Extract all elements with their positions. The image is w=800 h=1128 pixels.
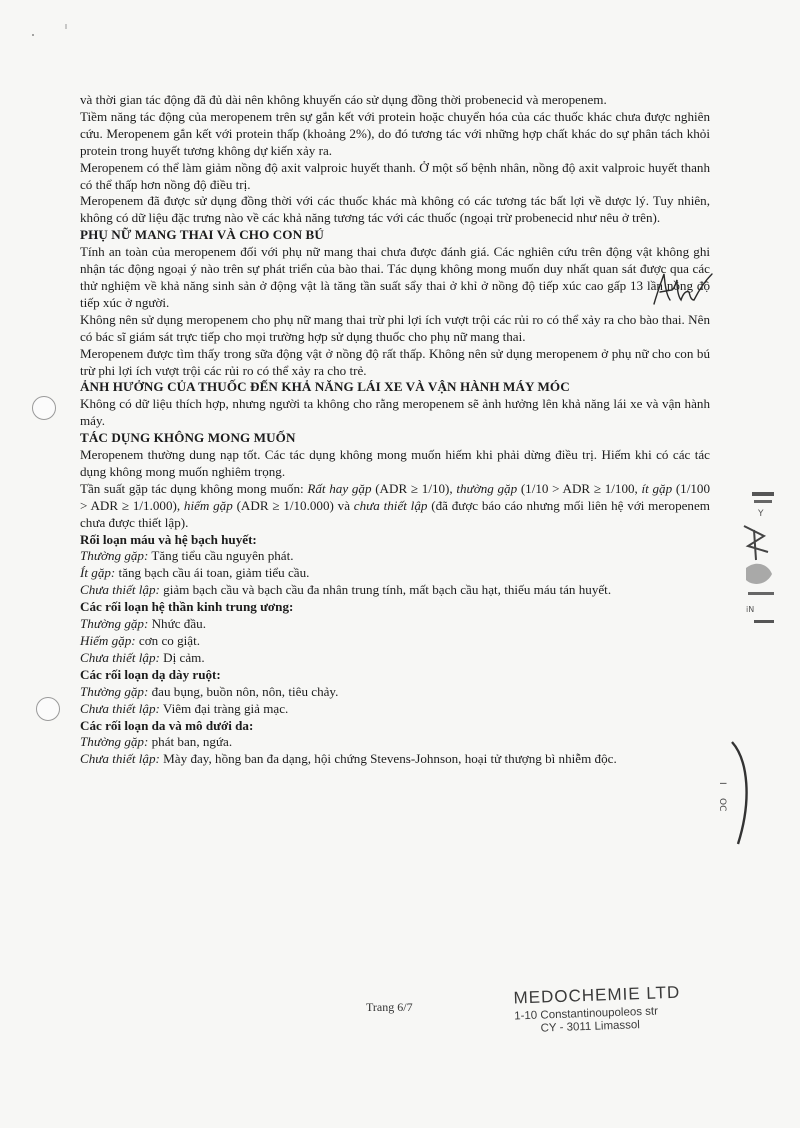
frequency-label: Thường gặp: <box>80 616 149 632</box>
frequency-text: đau bụng, buồn nôn, nôn, tiêu chảy. <box>148 683 339 699</box>
section-heading: PHỤ NỮ MANG THAI VÀ CHO CON BÚ <box>80 227 324 243</box>
paragraph: Meropenem được tìm thấy trong sữa động vật ở nồng độ rất thấp. Không nên sử dụng meropenem ở phụ nữ cho con bú trừ phi lợi ích vượt trội các rủi ro có thể xảy ra cho trẻ. <box>80 345 710 378</box>
frequency-entry <box>80 616 710 633</box>
frequency-label: Hiếm gặp: <box>80 633 136 648</box>
frequency-label: Chưa thiết lập: <box>80 582 160 598</box>
frequency-label: Ít gặp: <box>80 565 116 581</box>
scan-mark-top <box>30 20 80 40</box>
frequency-text: Tăng tiểu cầu nguyên phát. <box>148 548 294 564</box>
subsection-heading: Các rối loạn dạ dày ruột: <box>80 666 221 682</box>
paragraph: Không có dữ liệu thích hợp, nhưng người ta không cho rằng meropenem sẽ ảnh hưởng lên khả năng lái xe và vận hành máy. <box>80 396 710 429</box>
page-number: Trang 6/7 <box>366 1000 413 1014</box>
frequency-label: Chưa thiết lập: <box>80 751 160 767</box>
paragraph-segment: (ADR ≥ 1/10.000) và <box>232 497 354 513</box>
paragraph-segment: (1/100 > ADR ≥ 1/1.000), <box>80 480 711 513</box>
frequency-text: cơn co giật. <box>135 633 201 648</box>
paragraph-segment: (đã được báo cáo nhưng mối liên hệ với meropenem chưa được thiết lập). <box>80 497 710 530</box>
punch-hole-top <box>32 396 56 420</box>
svg-text:OC: OC <box>717 798 727 812</box>
frequency-label: Thường gặp: <box>80 548 149 564</box>
frequency-text: Viêm đại tràng giả mạc. <box>159 700 289 716</box>
svg-text:iN: iN <box>746 605 755 614</box>
frequency-entry <box>80 650 710 667</box>
frequency-entry <box>80 684 710 701</box>
paragraph: và thời gian tác động đã đủ dài nên không khuyến cáo sử dụng đồng thời probenecid và meropenem. <box>80 92 607 107</box>
frequency-text: phát ban, ngứa. <box>148 734 233 750</box>
stamp-address-line-2: CY - 3011 Limassol <box>540 1019 641 1035</box>
stamp-company-name: MEDOCHEMIE LTD <box>513 982 681 1008</box>
paragraph-segment: Tần suất gặp tác dụng không mong muốn: <box>80 480 308 496</box>
frequency-label: Thường gặp: <box>80 734 149 750</box>
subsection-heading: Các rối loạn hệ thần kinh trung ương: <box>80 599 294 615</box>
paragraph-segment: (1/10 > ADR ≥ 1/100, <box>517 480 642 496</box>
paragraph: Không nên sử dụng meropenem cho phụ nữ mang thai trừ phi lợi ích vượt trội các rủi ro có thể xảy ra cho bào thai. Nên có bác sĩ giám sát trực tiếp cho mọi trường hợp sử dụng thuốc cho phụ nữ mang thai. <box>80 311 710 344</box>
frequency-entry <box>80 734 710 751</box>
frequency-text: Nhức đầu. <box>148 616 206 632</box>
section-heading: TÁC DỤNG KHÔNG MONG MUỐN <box>80 430 296 446</box>
frequency-text: Mày đay, hồng ban đa dạng, hội chứng Stevens-Johnson, hoại tử thượng bì nhiễm độc. <box>159 751 617 767</box>
italic-term: thường gặp <box>456 480 518 496</box>
italic-term: chưa thiết lập <box>353 497 428 513</box>
frequency-text: Dị cảm. <box>159 649 205 665</box>
section-heading: ẢNH HƯỞNG CỦA THUỐC ĐẾN KHẢ NĂNG LÁI XE VÀ VẬN HÀNH MÁY MÓC <box>80 379 570 395</box>
paragraph <box>80 481 710 532</box>
frequency-text: giảm bạch cầu và bạch cầu đa nhân trung tính, mất bạch cầu hạt, thiếu máu tán huyết. <box>159 582 612 598</box>
side-stamp-fragment <box>734 490 784 630</box>
paragraph: Tính an toàn của meropenem đối với phụ nữ mang thai chưa được đánh giá. Các nghiên cứu trên động vật không ghi nhận tác động ngoại ý nào trên sự phát triển của bào thai. Tác dụng không mong muốn duy nhất quan sát được qua các thử nghiệm về khả năng sinh sản ở động vật là tăng tần suất sẩy thai ở khỉ ở nồng độ tiếp xúc cao gấp 13 lần nồng độ tiếp xúc ở người. <box>80 244 710 310</box>
paragraph-segment: (ADR ≥ 1/10), <box>371 480 457 496</box>
frequency-entry <box>80 701 710 718</box>
frequency-entry <box>80 582 710 599</box>
stamp-address-line-1: 1-10 Constantinoupoleos str <box>514 1005 659 1023</box>
paragraph: Meropenem có thể làm giảm nồng độ axit valproic huyết thanh. Ở một số bệnh nhân, nồng độ axit valproic huyết thanh có thể thấp hơn nồng độ điều trị. <box>80 159 710 192</box>
paragraph: Meropenem đã được sử dụng đồng thời với các thuốc khác mà không có các tương tác bất lợi về dược lý. Tuy nhiên, không có dữ liệu đặc trưng nào về các khả năng tương tác với các thuốc (ngoại trừ probenecid như nêu ở trên). <box>80 193 710 226</box>
frequency-entry <box>80 565 710 582</box>
stamp-arc-fragment <box>708 740 758 850</box>
frequency-entry <box>80 751 710 768</box>
punch-hole-bottom <box>36 697 60 721</box>
svg-text:Y: Y <box>758 509 764 519</box>
document-body <box>80 92 710 768</box>
subsection-heading: Các rối loạn da và mô dưới da: <box>80 717 254 733</box>
paragraph: Tiềm năng tác động của meropenem trên sự gắn kết với protein hoặc chuyển hóa của các thuốc khác chưa được nghiên cứu. Meropenem gắn kết với protein thấp (khoảng 2%), do đó tương tác với những hợp chất khác do sự phân tách khỏi protein trong huyết tương không dự kiến xảy ra. <box>80 108 710 158</box>
paragraph: Meropenem thường dung nạp tốt. Các tác dụng không mong muốn hiếm khi phải dừng điều trị. Hiếm khi có các tác dụng không mong muốn nghiêm trọng. <box>80 447 710 479</box>
frequency-text: tăng bạch cầu ái toan, giảm tiểu cầu. <box>115 565 310 581</box>
frequency-label: Thường gặp: <box>80 683 149 699</box>
italic-term: ít gặp <box>641 480 673 496</box>
frequency-entry <box>80 633 710 650</box>
frequency-entry <box>80 548 710 565</box>
frequency-label: Chưa thiết lập: <box>80 649 160 665</box>
subsection-heading: Rối loạn máu và hệ bạch huyết: <box>80 531 257 547</box>
frequency-label: Chưa thiết lập: <box>80 700 160 716</box>
handwritten-signature <box>648 270 718 310</box>
italic-term: hiếm gặp <box>183 497 233 513</box>
company-stamp <box>513 982 715 1036</box>
italic-term: Rất hay gặp <box>307 480 372 496</box>
svg-text:I: I <box>717 782 727 785</box>
